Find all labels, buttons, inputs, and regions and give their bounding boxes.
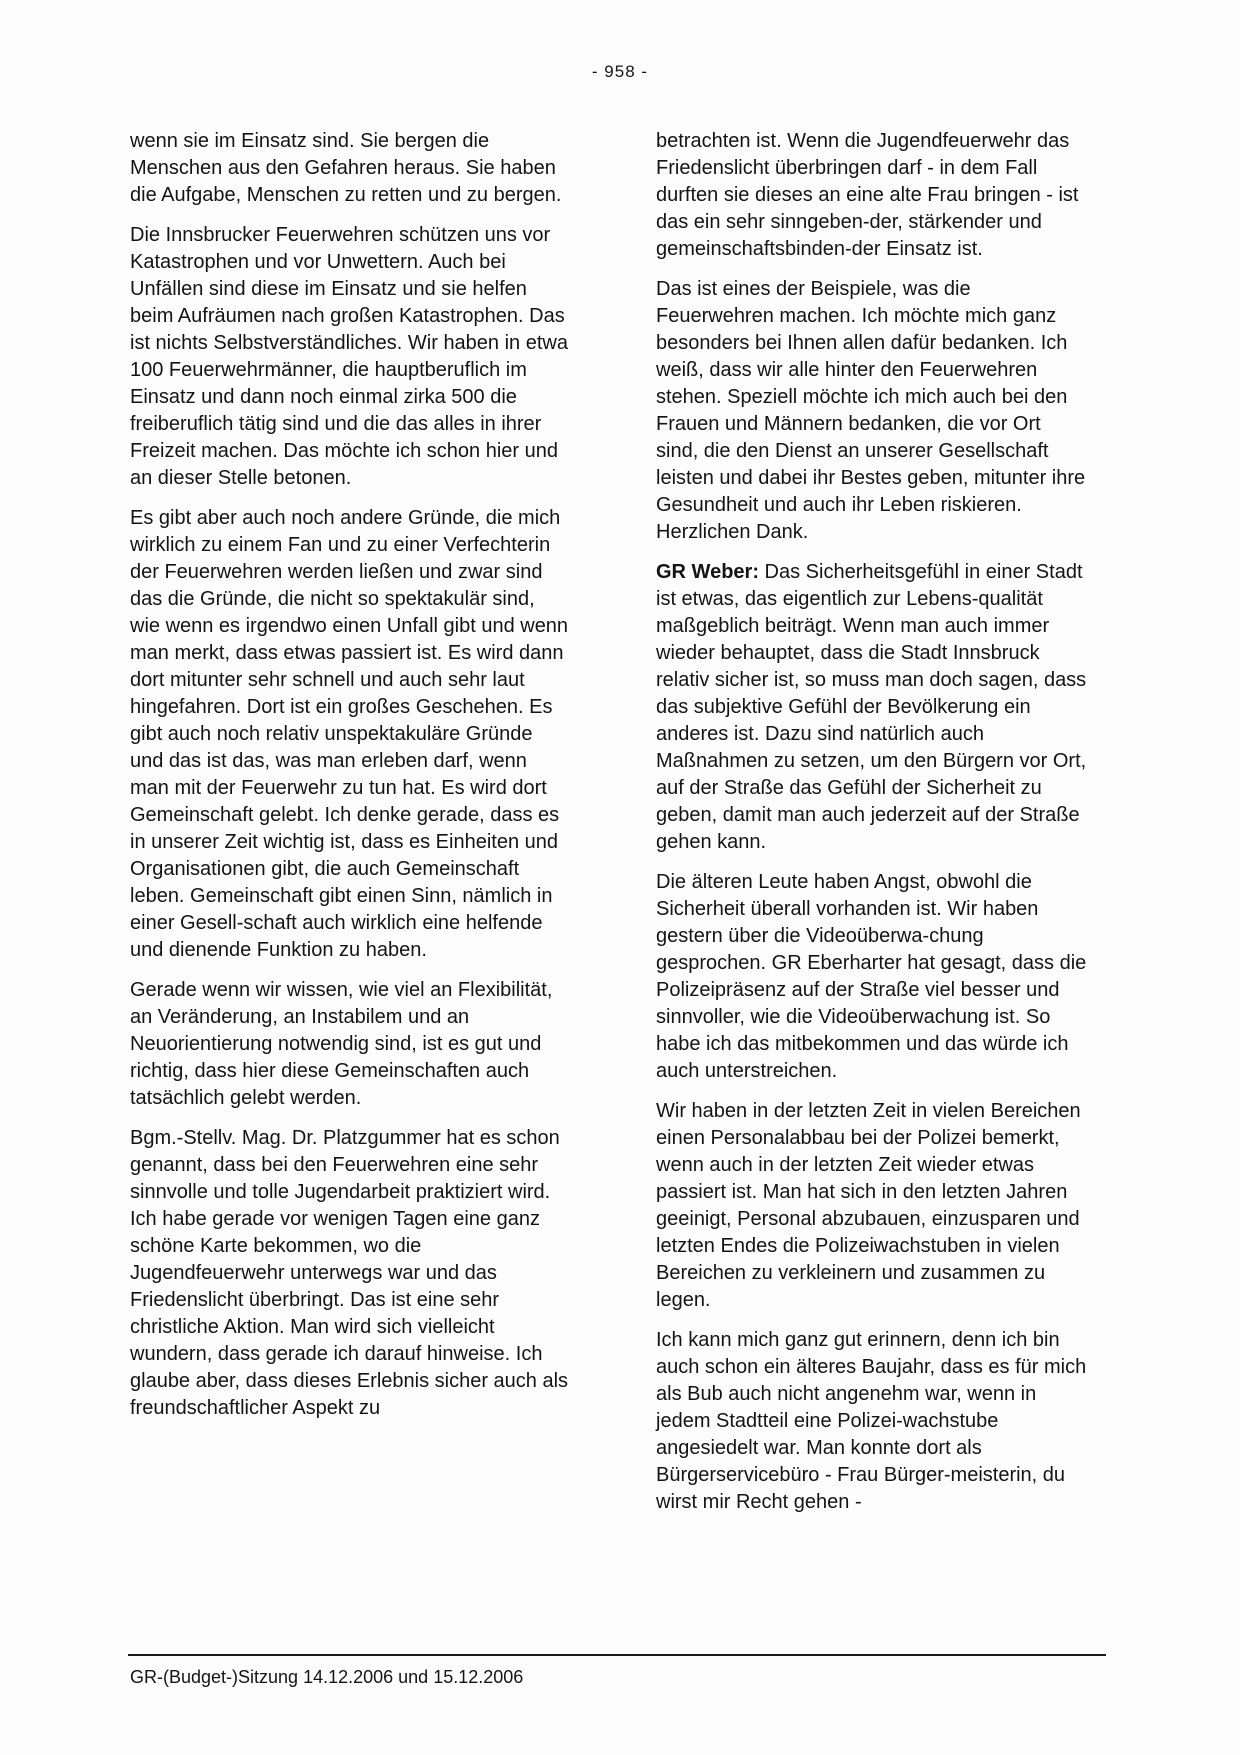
right-column (656, 128, 1088, 1529)
paragraph: wenn sie im Einsatz sind. Sie bergen die Menschen aus den Gefahren heraus. Sie haben die Aufgabe, Menschen zu retten und zu bergen. (130, 130, 562, 206)
footer-session-label: GR-(Budget-)Sitzung 14.12.2006 und 15.12.2006 (130, 1667, 524, 1687)
paragraph: Bgm.-Stellv. Mag. Dr. Platzgummer hat es schon genannt, dass bei den Feuerwehren eine sehr sinnvolle und tolle Jugendarbeit praktiziert wird. Ich habe gerade vor wenigen Tagen eine ganz schöne Karte bekommen, wo die Jugendfeuerwehr unterwegs war und das Friedenslicht überbringt. Das ist eine sehr christliche Aktion. Man wird sich vielleicht wundern, dass gerade ich darauf hinweise. Ich glaube aber, dass dieses Erlebnis sicher auch als freundschaftlicher Aspekt zu (130, 1127, 569, 1419)
paragraph: Das ist eines der Beispiele, was die Feuerwehren machen. Ich möchte mich ganz besonders bei Ihnen allen dafür bedanken. Ich weiß, dass wir alle hinter den Feuerwehren stehen. Speziell möchte ich mich auch bei den Frauen und Männern bedanken, die vor Ort sind, die den Dienst an unserer Gesellschaft leisten und dabei ihr Bestes geben, mitunter ihre Gesundheit und auch ihr Leben riskieren. Herzlichen Dank. (656, 278, 1086, 543)
paragraph: Die älteren Leute haben Angst, obwohl die Sicherheit überall vorhanden ist. Wir haben gestern über die Videoüberwa-chung gesprochen. GR Eberharter hat gesagt, dass die Polizeipräsenz auf der Straße viel besser und sinnvoller, wie die Videoüberwachung ist. So habe ich das mitbekommen und das würde ich auch unterstreichen. (656, 871, 1087, 1082)
speech-text: Das Sicherheitsgefühl in einer Stadt ist etwas, das eigentlich zur Lebens-qualität maßgeblich beiträgt. Wenn man auch immer wieder behauptet, dass die Stadt Innsbruck relativ sicher ist, so muss man doch sagen, dass das subjektive Gefühl der Bevölkerung ein anderes ist. Dazu sind natürlich auch Maßnahmen zu setzen, um den Bürgern vor Ort, auf der Straße das Gefühl der Sicherheit zu geben, damit man auch jederzeit auf der Straße gehen kann. (656, 561, 1087, 853)
paragraph: Die Innsbrucker Feuerwehren schützen uns vor Katastrophen und vor Unwettern. Auch bei Unfällen sind diese im Einsatz und sie helfen beim Aufräumen nach großen Katastrophen. Das ist nichts Selbstverständliches. Wir haben in etwa 100 Feuerwehrmänner, die hauptberuflich im Einsatz und dann noch einmal zirka 500 die freiberuflich tätig sind und die das alles in ihrer Freizeit machen. Das möchte ich schon hier und an dieser Stelle betonen. (130, 224, 568, 489)
paragraph: Es gibt aber auch noch andere Gründe, die mich wirklich zu einem Fan und zu einer Verfechterin der Feuerwehren werden ließen und zwar sind das die Gründe, die nicht so spektakulär sind, wie wenn es irgendwo einen Unfall gibt und wenn man merkt, dass etwas passiert ist. Es wird dann dort mitunter sehr schnell und auch sehr laut hingefahren. Dort ist ein großes Geschehen. Es gibt auch noch relativ unspektakuläre Gründe und das ist das, was man erleben darf, wenn man mit der Feuerwehr zu tun hat. Es wird dort Gemeinschaft gelebt. Ich denke gerade, dass es in unserer Zeit wichtig ist, dass es Einheiten und Organisationen gibt, die auch Gemeinschaft leben. Gemeinschaft gibt einen Sinn, nämlich in einer Gesell-schaft auch wirklich eine helfende und dienende Funktion zu haben. (130, 507, 569, 961)
page-number: - 958 - (591, 62, 649, 81)
text-columns (130, 128, 1088, 1529)
paragraph (656, 559, 1088, 856)
paragraph: Ich kann mich ganz gut erinnern, denn ich bin auch schon ein älteres Baujahr, dass es für mich als Bub auch nicht angenehm war, wenn in jedem Stadtteil eine Polizei-wachstube angesiedelt war. Man konnte dort als Bürgerservicebüro - Frau Bürger-meisterin, du wirst mir Recht gehen - (656, 1329, 1087, 1513)
paragraph: betrachten ist. Wenn die Jugendfeuerwehr das Friedenslicht überbringen darf - in dem Fall durften sie dieses an eine alte Frau bringen - ist das ein sehr sinngeben-der, stärkender und gemeinschaftsbinden-der Einsatz ist. (656, 130, 1079, 260)
left-column (130, 128, 570, 1529)
speaker-name: GR Weber: (656, 561, 759, 583)
paragraph: Gerade wenn wir wissen, wie viel an Flexibilität, an Veränderung, an Instabilem und an Neuorientierung notwendig sind, ist es gut und richtig, dass hier diese Gemeinschaften auch tatsächlich gelebt werden. (130, 979, 553, 1109)
paragraph: Wir haben in der letzten Zeit in vielen Bereichen einen Personalabbau bei der Polizei bemerkt, wenn auch in der letzten Zeit wieder etwas passiert ist. Man hat sich in den letzten Jahren geeinigt, Personal abzubauen, einzusparen und letzten Endes die Polizeiwachstuben in vielen Bereichen zu verkleinern und zusammen zu legen. (656, 1100, 1081, 1311)
footer-divider (128, 1654, 1106, 1656)
